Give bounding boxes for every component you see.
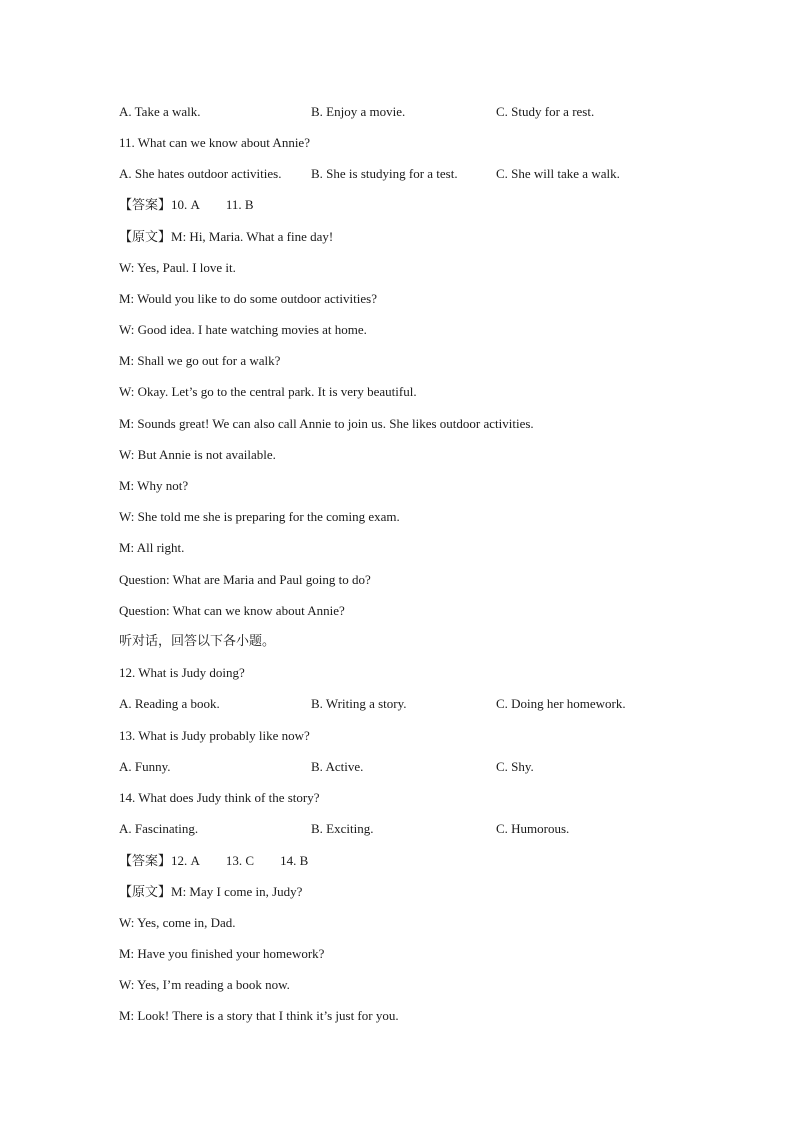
transcript-line: W: Yes, I’m reading a book now. xyxy=(119,977,290,992)
transcript-line: W: She told me she is preparing for the coming exam. xyxy=(119,509,400,524)
option-10c: C. Study for a rest. xyxy=(496,104,595,119)
option-10b: B. Enjoy a movie. xyxy=(311,104,406,119)
question-14: 14. What does Judy think of the story? xyxy=(119,790,320,805)
answer-line-1 xyxy=(119,197,254,214)
option-14c: C. Humorous. xyxy=(496,821,570,836)
transcript-text: M: May I come in, Judy? xyxy=(171,884,303,899)
transcript-line: M: Shall we go out for a walk? xyxy=(119,353,281,368)
question-12: 12. What is Judy doing? xyxy=(119,665,245,680)
option-14a: A. Fascinating. xyxy=(119,821,199,836)
answer-item: 13. C xyxy=(225,853,255,868)
answer-label: 【答案】 xyxy=(119,198,172,213)
option-13a: A. Funny. xyxy=(119,759,171,774)
transcript-label: 【原文】 xyxy=(119,885,172,900)
transcript-line: W: Yes, Paul. I love it. xyxy=(119,260,236,275)
transcript-line: W: But Annie is not available. xyxy=(119,447,276,462)
transcript-line: W: Good idea. I hate watching movies at home. xyxy=(119,322,367,337)
answer-label: 【答案】 xyxy=(119,854,172,869)
option-12a: A. Reading a book. xyxy=(119,696,220,711)
transcript-line-first xyxy=(119,229,333,246)
question-13: 13. What is Judy probably like now? xyxy=(119,728,310,743)
transcript-line: M: Why not? xyxy=(119,478,189,493)
option-14b: B. Exciting. xyxy=(311,821,374,836)
answer-item: 11. B xyxy=(225,197,254,212)
transcript-line: M: All right. xyxy=(119,540,185,555)
option-13b: B. Active. xyxy=(311,759,364,774)
option-12b: B. Writing a story. xyxy=(311,696,407,711)
question-11: 11. What can we know about Annie? xyxy=(119,135,310,150)
option-11a: A. She hates outdoor activities. xyxy=(119,166,282,181)
transcript-line: W: Okay. Let’s go to the central park. It is very beautiful. xyxy=(119,384,417,399)
transcript-question: Question: What are Maria and Paul going to do? xyxy=(119,572,371,587)
option-11c: C. She will take a walk. xyxy=(496,166,620,181)
transcript-line: M: Look! There is a story that I think it’s just for you. xyxy=(119,1008,399,1023)
option-13c: C. Shy. xyxy=(496,759,534,774)
answer-item: 10. A xyxy=(171,197,200,212)
answer-item: 14. B xyxy=(280,853,309,868)
transcript-text: M: Hi, Maria. What a fine day! xyxy=(171,229,334,244)
option-10a: A. Take a walk. xyxy=(119,104,201,119)
answer-item: 12. A xyxy=(171,853,200,868)
transcript-line-first xyxy=(119,884,302,901)
transcript-question: Question: What can we know about Annie? xyxy=(119,603,345,618)
transcript-line: W: Yes, come in, Dad. xyxy=(119,915,236,930)
transcript-label: 【原文】 xyxy=(119,230,172,245)
answer-line-2 xyxy=(119,853,308,870)
option-11b: B. She is studying for a test. xyxy=(311,166,458,181)
transcript-line: M: Have you finished your homework? xyxy=(119,946,325,961)
transcript-line: M: Sounds great! We can also call Annie to join us. She likes outdoor activities. xyxy=(119,416,534,431)
option-12c: C. Doing her homework. xyxy=(496,696,626,711)
section-instruction: 听对话，回答以下各小题。 xyxy=(119,634,276,649)
transcript-line: M: Would you like to do some outdoor activities? xyxy=(119,291,377,306)
